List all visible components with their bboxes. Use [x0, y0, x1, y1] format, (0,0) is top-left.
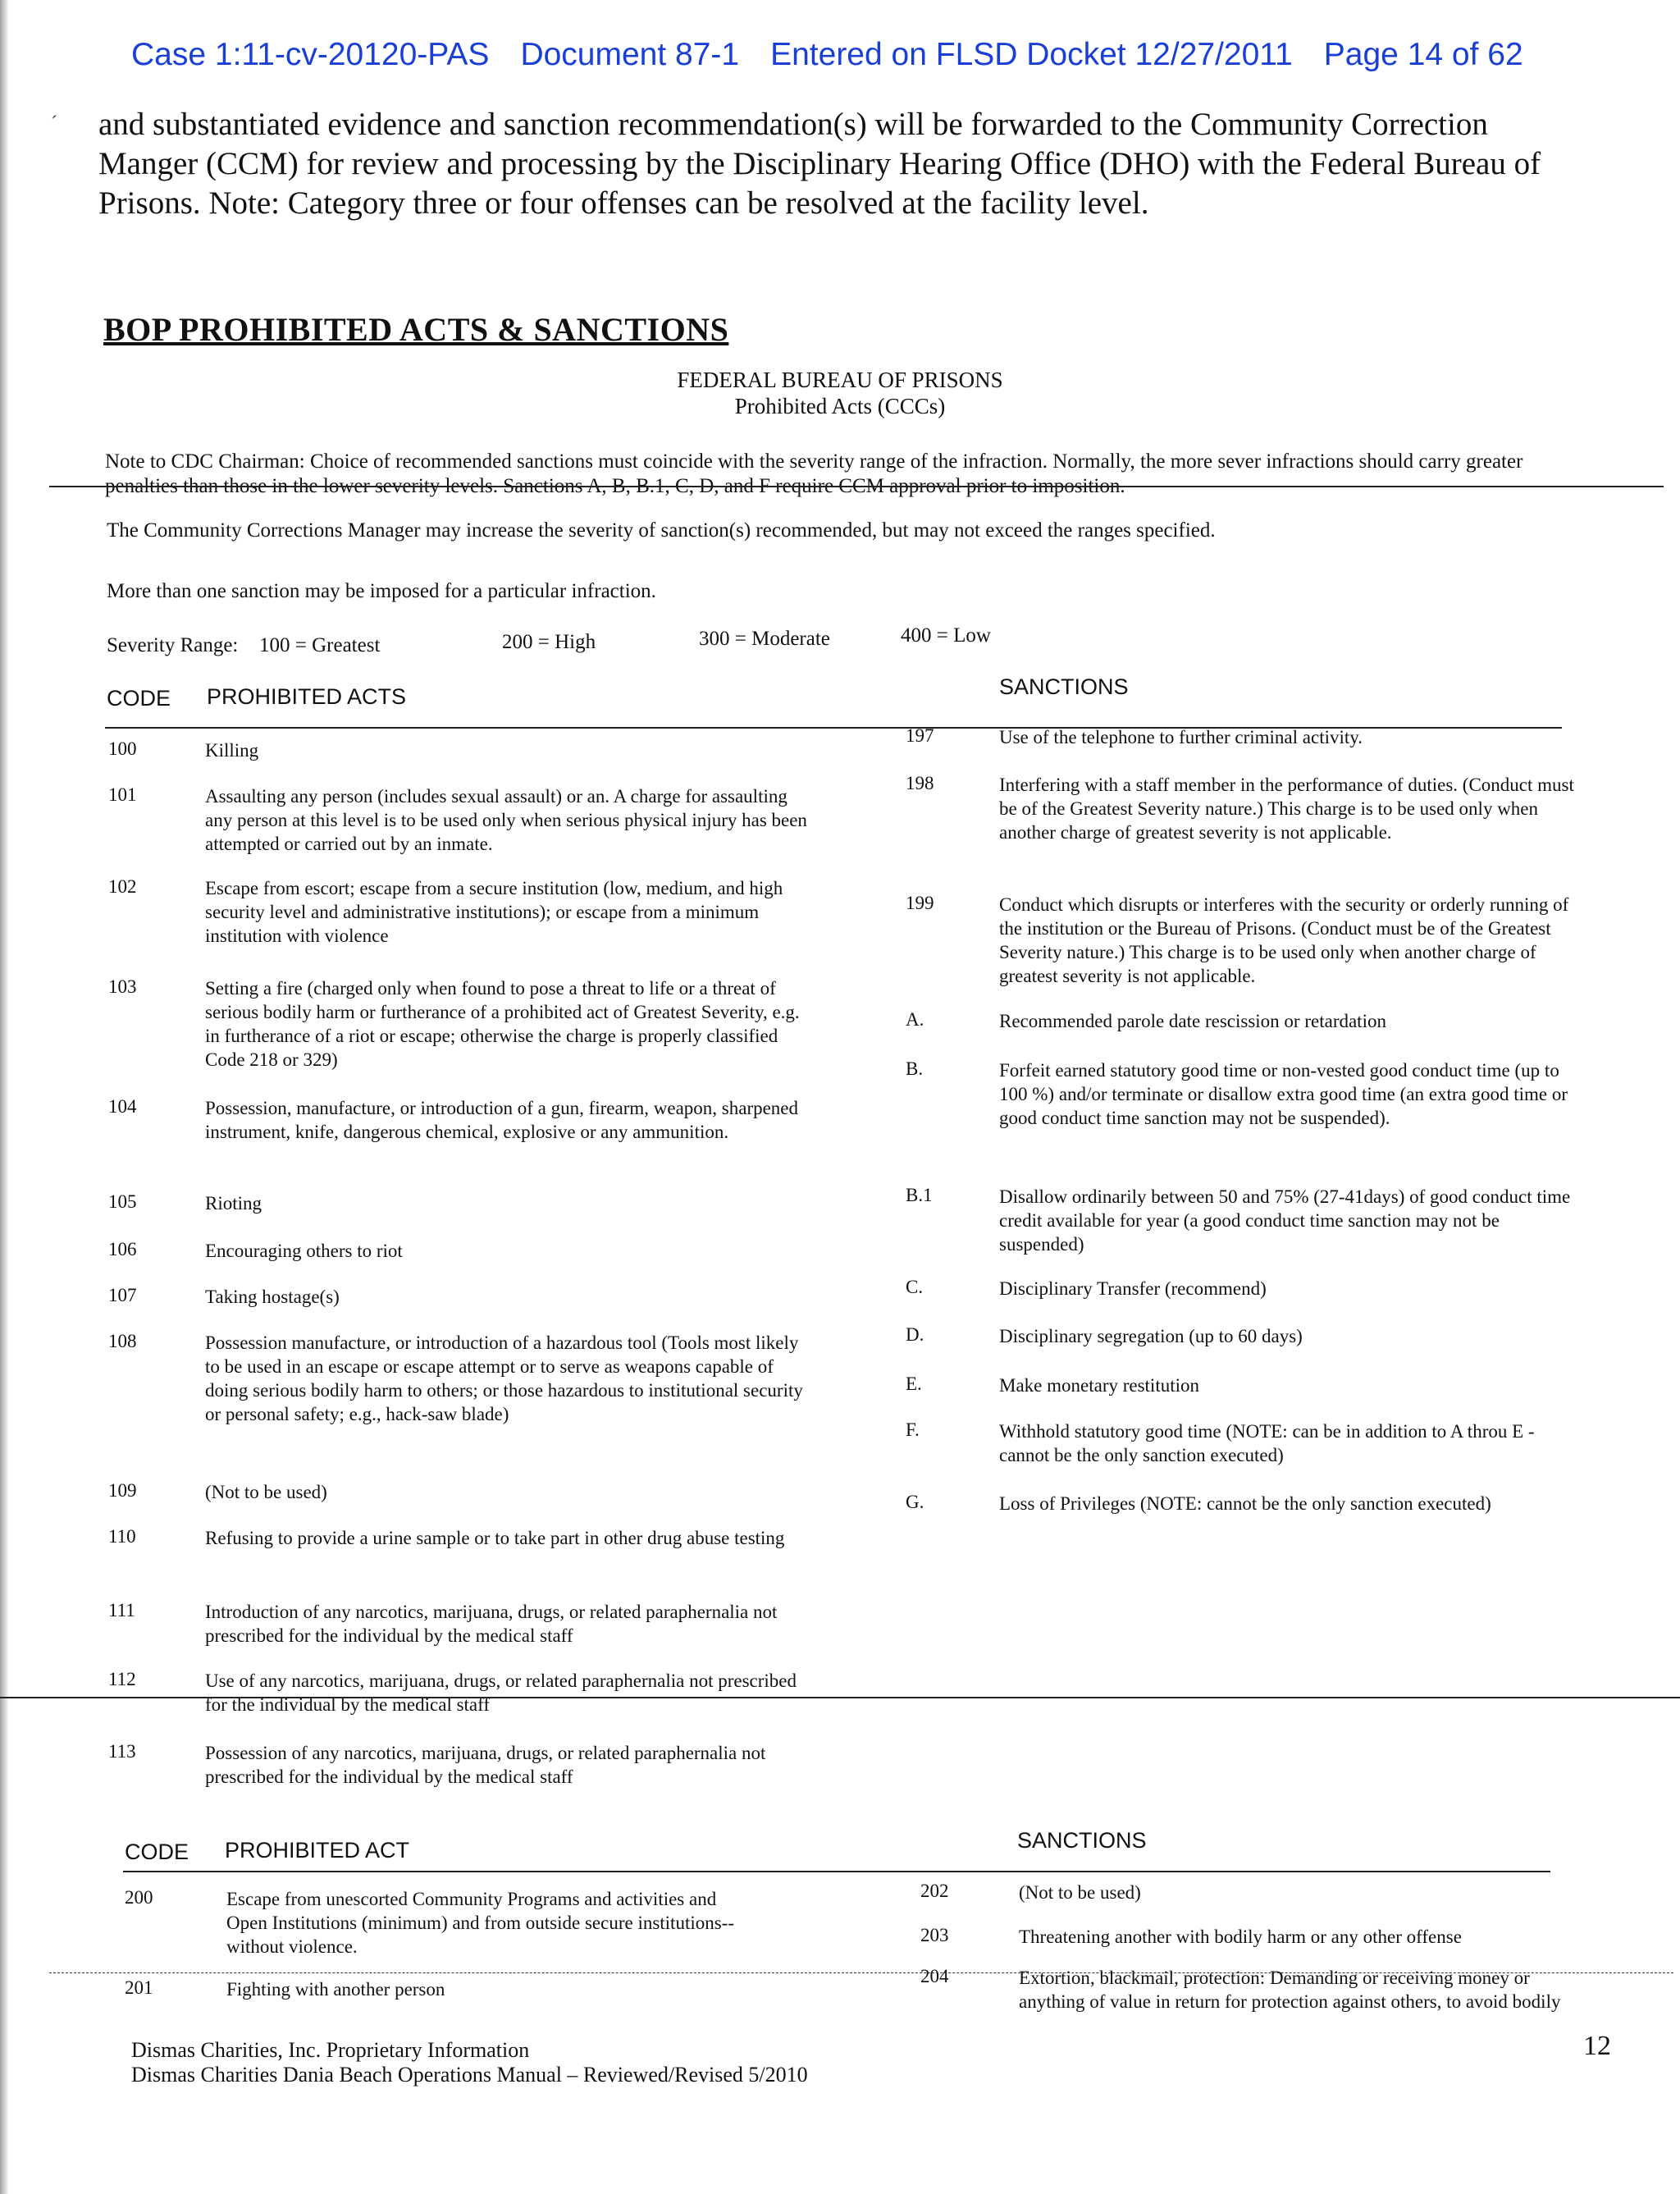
sanctions-header: SANCTIONS: [999, 674, 1129, 699]
footer-proprietary: Dismas Charities, Inc. Proprietary Information: [131, 2038, 530, 2062]
page-number: 12: [1583, 2031, 1611, 2061]
prohibited-act-200-right-code: 202: [920, 1881, 949, 1901]
acts-header-2: PROHIBITED ACT: [225, 1838, 410, 1863]
severity-high: 200 = High: [502, 631, 596, 653]
intro-paragraph: and substantiated evidence and sanction recommendation(s) will be forwarded to the Community Correction Manger (CCM) for review and processing by the Disciplinary Hearing Office (DHO) with the Federal Bureau of Prisons. Note: Category three or four offenses can be resolved at the facility level.: [98, 107, 1541, 221]
prohibited-act-description: Encouraging others to riot: [205, 1241, 403, 1261]
agency-subtitle: Prohibited Acts (CCCs): [734, 394, 946, 418]
sanction-item-description: Interfering with a staff member in the performance of duties. (Conduct must be of the Greatest Severity nature.) This charge is to be used only when another charge of greatest severity is not applicable.: [999, 775, 1574, 843]
table-header-rule-2: [123, 1871, 1550, 1872]
code-header-2: CODE: [125, 1840, 189, 1864]
prohibited-act-description: Killing: [205, 740, 259, 761]
sanction-item-description: Make monetary restitution: [999, 1375, 1199, 1396]
prohibited-act-200-right-description: Threatening another with bodily harm or any other offense: [1019, 1927, 1462, 1947]
prohibited-act-description: Possession, manufacture, or introduction of a gun, firearm, weapon, sharpened instrument, knife, dangerous chemical, explosive or any ammunition.: [205, 1098, 799, 1142]
prohibited-act-200-right-code: 203: [920, 1925, 949, 1945]
prohibited-act-code: 100: [108, 738, 137, 759]
sanction-item-code: B.1: [906, 1185, 933, 1205]
multiple-sanctions-note: More than one sanction may be imposed for a particular infraction.: [107, 580, 656, 602]
scan-mark: ˊ: [51, 113, 57, 135]
prohibited-act-code: 101: [108, 784, 137, 805]
prohibited-act-code: 102: [108, 876, 137, 897]
prohibited-act-code: 104: [108, 1096, 137, 1117]
sanction-item-code: 197: [906, 725, 934, 746]
prohibited-act-200-code: 201: [125, 1977, 153, 1998]
agency-name: FEDERAL BUREAU OF PRISONS: [677, 368, 1003, 392]
divider: [49, 1972, 1673, 1973]
docket-entry: Entered on FLSD Docket 12/27/2011: [770, 37, 1293, 72]
ccm-note: The Community Corrections Manager may increase the severity of sanction(s) recommended, but may not exceed the ranges specified.: [107, 519, 1216, 542]
prohibited-act-code: 107: [108, 1285, 137, 1305]
sanction-item-code: A.: [906, 1009, 924, 1030]
sanctions-header-2: SANCTIONS: [1017, 1828, 1147, 1853]
sanction-item-code: B.: [906, 1058, 924, 1079]
prohibited-act-description: Assaulting any person (includes sexual assault) or an. A charge for assaulting any person at this level is to be used only when serious physical injury has been attempted or carried out by an inmate.: [205, 786, 807, 854]
sanction-item-description: Use of the telephone to further criminal activity.: [999, 727, 1363, 747]
prohibited-act-200-description: Fighting with another person: [226, 1979, 445, 2000]
sanction-item-code: D.: [906, 1324, 924, 1345]
sanction-item-description: Disciplinary Transfer (recommend): [999, 1278, 1267, 1299]
prohibited-act-code: 103: [108, 976, 137, 997]
prohibited-act-description: Use of any narcotics, marijuana, drugs, or related paraphernalia not prescribed for the individual by the medical staff: [205, 1671, 797, 1715]
sanction-item-description: Forfeit earned statutory good time or non-vested good conduct time (up to 100 %) and/or terminate or disallow extra good time (an extra good time or good conduct time sanction may not be suspended).: [999, 1060, 1568, 1128]
prohibited-act-description: Introduction of any narcotics, marijuana, drugs, or related paraphernalia not prescribed for the individual by the medical staff: [205, 1602, 778, 1646]
prohibited-act-code: 113: [108, 1741, 136, 1762]
chairman-note: Note to CDC Chairman: Choice of recommended sanctions must coincide with the severity range of the infraction. Normally, the more sever infractions should carry greater penalties than those in the lower severity levels. Sanctions A, B, B.1, C, D, and F require CCM approval prior to imposition.: [105, 450, 1523, 497]
acts-header: PROHIBITED ACTS: [207, 684, 407, 709]
prohibited-act-200-code: 200: [125, 1887, 153, 1908]
prohibited-act-code: 112: [108, 1669, 136, 1689]
prohibited-act-200-right-description: (Not to be used): [1019, 1882, 1141, 1903]
document-number: Document 87-1: [520, 37, 740, 72]
sanction-item-code: F.: [906, 1419, 920, 1440]
sanction-item-code: G.: [906, 1492, 924, 1512]
footer-manual: Dismas Charities Dania Beach Operations Manual – Reviewed/Revised 5/2010: [131, 2063, 808, 2087]
code-header: CODE: [107, 686, 171, 711]
severity-greatest: 100 = Greatest: [259, 634, 381, 656]
footer: [131, 2038, 808, 2087]
prohibited-act-description: Escape from escort; escape from a secure institution (low, medium, and high security level and administrative institutions); or escape from a minimum institution with violence: [205, 878, 783, 946]
prohibited-act-description: Possession manufacture, or introduction of a hazardous tool (Tools most likely to be used in an escape or escape attempt or to serve as weapons capable of doing serious bodily harm to others; or those hazardous to institutional security or personal safety; e.g., hack-saw blade): [205, 1332, 803, 1424]
sanction-item-code: C.: [906, 1277, 924, 1297]
prohibited-act-description: Setting a fire (charged only when found to pose a threat to life or a threat of serious bodily harm or furtherance of a prohibited act of Greatest Severity, e.g. in furtherance of a riot or escape; otherwise the charge is properly classified Code 218 or 329): [205, 978, 800, 1070]
prohibited-act-200-description: Escape from unescorted Community Programs and activities and Open Institutions (minimum) and from outside secure institutions--without violence.: [226, 1889, 735, 1957]
prohibited-act-200-right-code: 204: [920, 1966, 949, 1986]
sanction-item-description: Disciplinary segregation (up to 60 days): [999, 1326, 1303, 1346]
prohibited-act-description: Rioting: [205, 1193, 262, 1214]
prohibited-act-code: 108: [108, 1331, 137, 1351]
sanction-item-code: 198: [906, 773, 934, 793]
scan-edge-shadow: [0, 0, 8, 2194]
prohibited-act-200-right-description: Extortion, blackmail, protection: Demanding or receiving money or anything of value in return for protection against others, to avoid bodily: [1019, 1968, 1561, 2012]
prohibited-act-code: 111: [108, 1600, 135, 1620]
prohibited-act-description: Refusing to provide a urine sample or to take part in other drug abuse testing: [205, 1528, 785, 1548]
prohibited-act-description: Possession of any narcotics, marijuana, drugs, or related paraphernalia not prescribed for the individual by the medical staff: [205, 1743, 766, 1787]
prohibited-act-code: 110: [108, 1526, 136, 1547]
prohibited-act-description: (Not to be used): [205, 1482, 327, 1502]
sanction-item-description: Withhold statutory good time (NOTE: can be in addition to A throu E - cannot be the only sanction executed): [999, 1421, 1535, 1465]
divider: [0, 1697, 1680, 1698]
sanction-item-description: Conduct which disrupts or interferes with the security or orderly running of the institution or the Bureau of Prisons. (Conduct must be of the Greatest Severity nature.) This charge is to be used only when another charge of greatest severity is not applicable.: [999, 894, 1569, 986]
divider: [49, 486, 1664, 487]
sanction-item-description: Loss of Privileges (NOTE: cannot be the only sanction executed): [999, 1493, 1491, 1514]
page-count: Page 14 of 62: [1323, 37, 1523, 72]
case-number: Case 1:11-cv-20120-PAS: [131, 37, 490, 72]
sanction-item-code: 199: [906, 893, 934, 913]
sanction-item-code: E.: [906, 1374, 922, 1394]
prohibited-act-code: 106: [108, 1239, 137, 1259]
severity-moderate: 300 = Moderate: [699, 628, 830, 650]
section-title: BOP PROHIBITED ACTS & SANCTIONS: [103, 311, 729, 348]
severity-low: 400 = Low: [901, 624, 991, 647]
severity-label: Severity Range:: [107, 634, 239, 656]
prohibited-act-code: 109: [108, 1480, 137, 1501]
prohibited-act-code: 105: [108, 1191, 137, 1212]
prohibited-act-description: Taking hostage(s): [205, 1287, 340, 1307]
court-filing-header: [131, 37, 1554, 73]
sanction-item-description: Disallow ordinarily between 50 and 75% (27-41days) of good conduct time credit available for year (a good conduct time sanction may not be suspended): [999, 1186, 1571, 1255]
sanction-item-description: Recommended parole date rescission or retardation: [999, 1011, 1386, 1031]
